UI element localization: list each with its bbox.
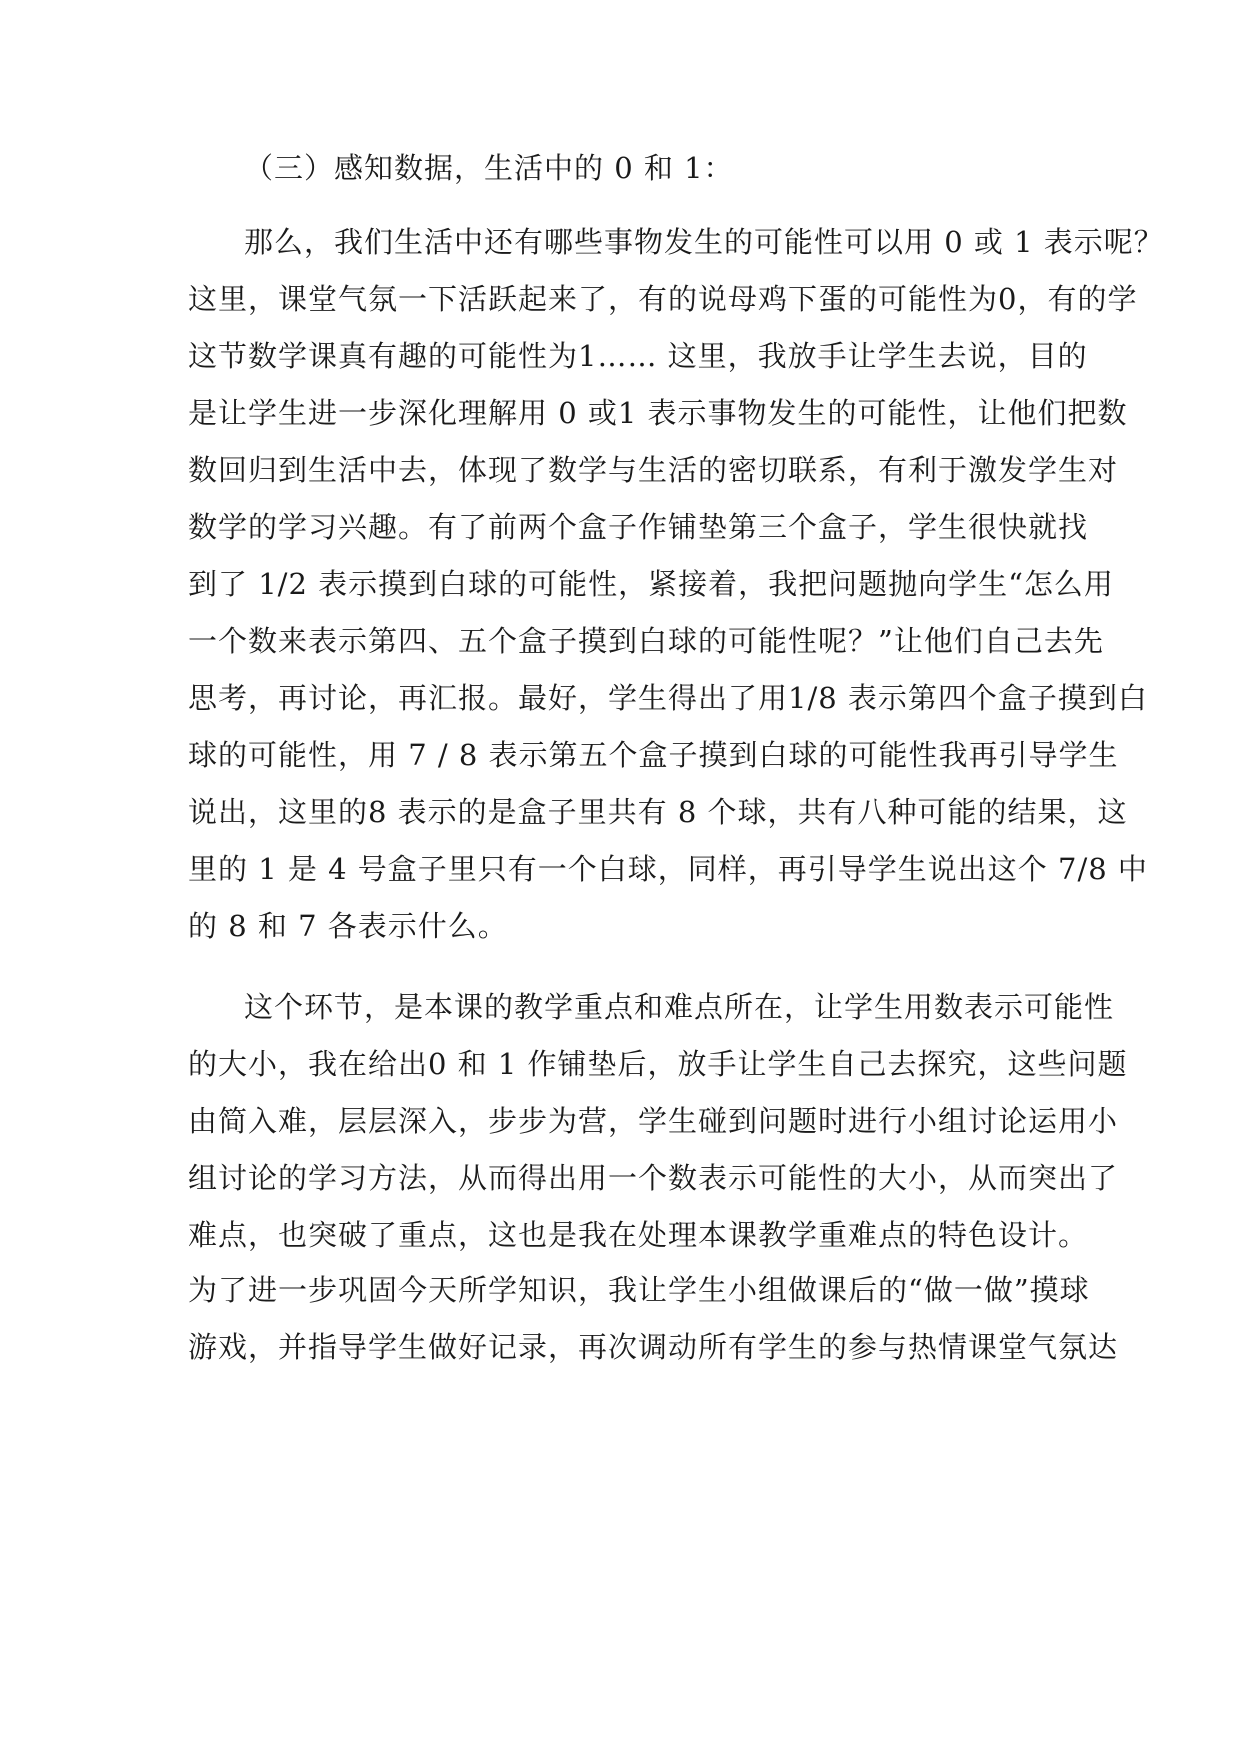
- paragraph-1-line-8: 一个数来表示第四、五个盒子摸到白球的可能性呢？”让他们自己去先: [188, 624, 1104, 658]
- paragraph-1-line-7: 到了 1/2 表示摸到白球的可能性，紧接着，我把问题抛向学生“怎么用: [188, 567, 1114, 601]
- paragraph-1-line-2: 这里，课堂气氛一下活跃起来了，有的说母鸡下蛋的可能性为0，有的学: [188, 282, 1138, 316]
- paragraph-2-line-6: 为了进一步巩固今天所学知识，我让学生小组做课后的“做一做”摸球: [188, 1273, 1090, 1307]
- section-heading: （三）感知数据，生活中的 0 和 1：: [244, 151, 734, 185]
- paragraph-1-line-9: 思考，再讨论，再汇报。最好，学生得出了用1/8 表示第四个盒子摸到白: [188, 681, 1148, 715]
- paragraph-2-line-4: 组讨论的学习方法，从而得出用一个数表示可能性的大小，从而突出了: [188, 1161, 1119, 1195]
- paragraph-1-line-13: 的 8 和 7 各表示什么。: [188, 909, 508, 943]
- paragraph-2-line-1: 这个环节，是本课的教学重点和难点所在，让学生用数表示可能性: [244, 990, 1115, 1024]
- paragraph-1-line-6: 数学的学习兴趣。有了前两个盒子作铺垫第三个盒子，学生很快就找: [188, 510, 1089, 544]
- paragraph-2-line-5: 难点，也突破了重点，这也是我在处理本课教学重难点的特色设计。: [188, 1218, 1089, 1252]
- paragraph-1-line-3: 这节数学课真有趣的可能性为1…… 这里，我放手让学生去说，目的: [188, 339, 1088, 373]
- paragraph-1-line-11: 说出，这里的8 表示的是盒子里共有 8 个球，共有八种可能的结果，这: [188, 795, 1128, 829]
- paragraph-1-line-5: 数回归到生活中去，体现了数学与生活的密切联系，有利于激发学生对: [188, 453, 1119, 487]
- paragraph-1-line-4: 是让学生进一步深化理解用 0 或1 表示事物发生的可能性，让他们把数: [188, 396, 1128, 430]
- paragraph-2-line-7: 游戏，并指导学生做好记录，再次调动所有学生的参与热情课堂气氛达: [188, 1330, 1119, 1364]
- paragraph-2-line-2: 的大小，我在给出0 和 1 作铺垫后，放手让学生自己去探究，这些问题: [188, 1047, 1128, 1081]
- paragraph-2-line-3: 由简入难，层层深入，步步为营，学生碰到问题时进行小组讨论运用小: [188, 1104, 1119, 1138]
- paragraph-1-line-12: 里的 1 是 4 号盒子里只有一个白球，同样，再引导学生说出这个 7/8 中: [188, 852, 1148, 886]
- paragraph-1-line-10: 球的可能性，用 7 / 8 表示第五个盒子摸到白球的可能性我再引导学生: [188, 738, 1119, 772]
- paragraph-1-line-1: 那么，我们生活中还有哪些事物发生的可能性可以用 0 或 1 表示呢？: [244, 225, 1164, 259]
